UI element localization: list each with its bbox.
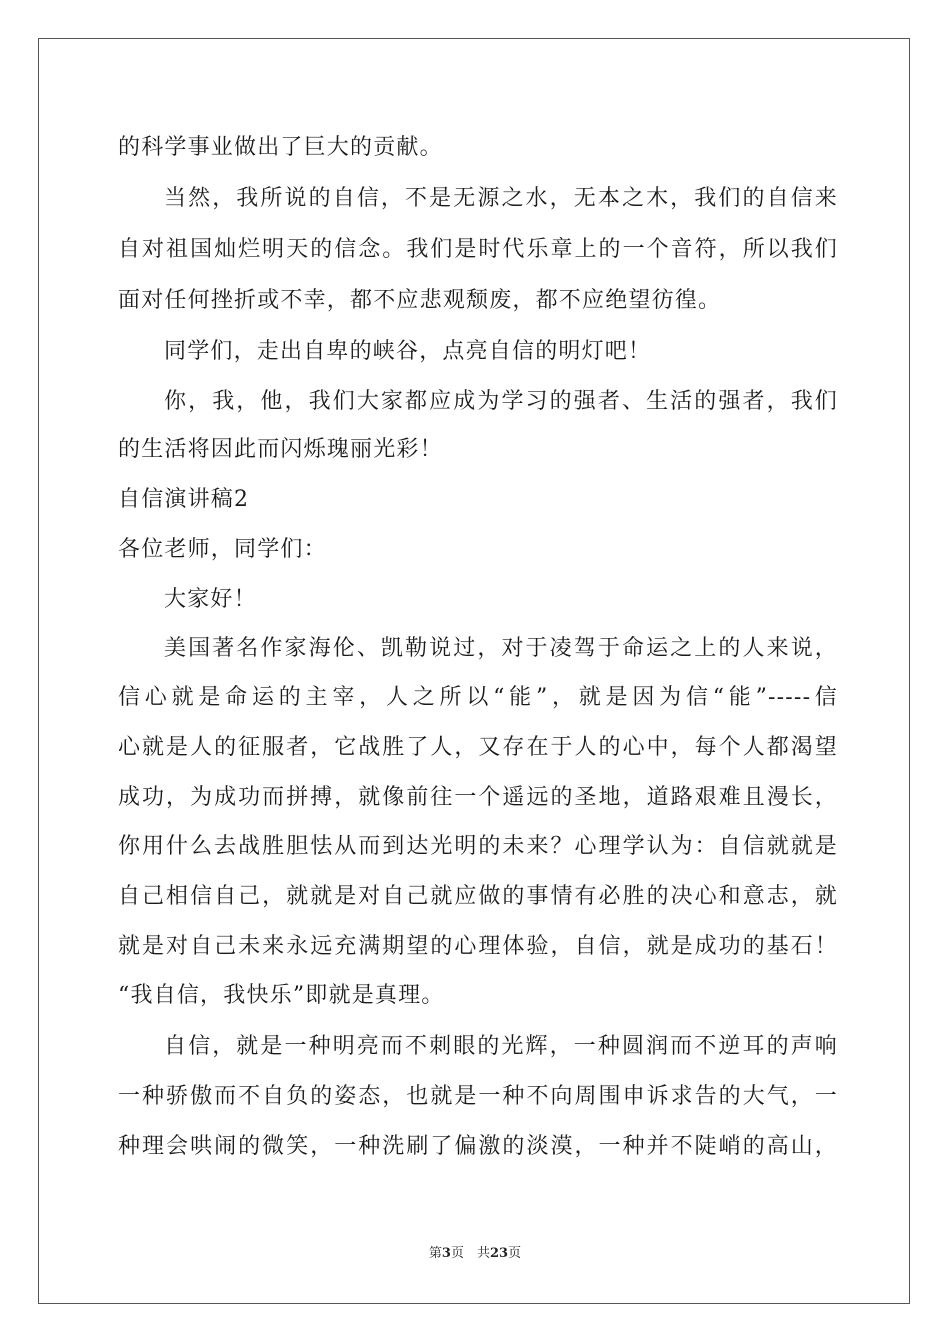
text-line: 面对任何挫折或不幸，都不应悲观颓废，都不应绝望彷徨。 <box>118 288 722 313</box>
text-line: “我自信，我快乐”即就是真理。 <box>118 983 445 1008</box>
salutation: 各位老师，同学们： <box>118 537 327 562</box>
text-line: 种理会哄闹的微笑，一种洗刷了偏激的淡漠，一种并不陡峭的高山， <box>118 1134 838 1159</box>
text-line: 的生活将因此而闪烁瑰丽光彩！ <box>118 437 443 462</box>
text-line: 自信，就是一种明亮而不刺眼的光辉，一种圆润而不逆耳的声响 <box>164 1034 838 1059</box>
footer-mid: 页 共 <box>450 1246 490 1261</box>
greeting: 大家好！ <box>164 587 257 612</box>
text-line: 一种骄傲而不自负的姿态，也就是一种不向周围申诉求告的大气，一 <box>118 1084 838 1109</box>
footer-suffix: 页 <box>508 1246 522 1261</box>
text-line: 心就是人的征服者，它战胜了人，又存在于人的心中，每个人都渴望 <box>118 735 838 760</box>
text-line: 自对祖国灿烂明天的信念。我们是时代乐章上的一个音符，所以我们 <box>118 237 838 262</box>
text-line: 就是对自己未来永远充满期望的心理体验，自信，就是成功的基石！ <box>118 934 838 959</box>
text-line: 自己相信自己，就就是对自己就应做的事情有必胜的决心和意志，就 <box>118 884 838 909</box>
section-heading: 自信演讲稿2 <box>118 487 250 512</box>
total-page-count: 23 <box>489 1246 509 1261</box>
page-border <box>38 38 910 1304</box>
text-line: 信心就是命运的主宰，人之所以“能”，就是因为信“能”-----信 <box>118 685 838 710</box>
text-line: 的科学事业做出了巨大的贡献。 <box>118 135 443 160</box>
footer-prefix: 第 <box>428 1246 442 1261</box>
text-line: 你，我，他，我们大家都应成为学习的强者、生活的强者，我们 <box>164 389 838 414</box>
text-line: 当然，我所说的自信，不是无源之水，无本之木，我们的自信来 <box>164 186 838 211</box>
page-footer <box>0 1245 950 1263</box>
text-line: 成功，为成功而拼搏，就像前往一个遥远的圣地，道路艰难且漫长， <box>118 785 838 810</box>
text-line: 同学们，走出自卑的峡谷，点亮自信的明灯吧！ <box>164 339 652 364</box>
text-line: 美国著名作家海伦、凯勒说过，对于凌驾于命运之上的人来说， <box>164 636 838 661</box>
current-page-number: 3 <box>441 1246 451 1261</box>
text-line: 你用什么去战胜胆怯从而到达光明的未来？心理学认为：自信就就是 <box>118 834 838 859</box>
